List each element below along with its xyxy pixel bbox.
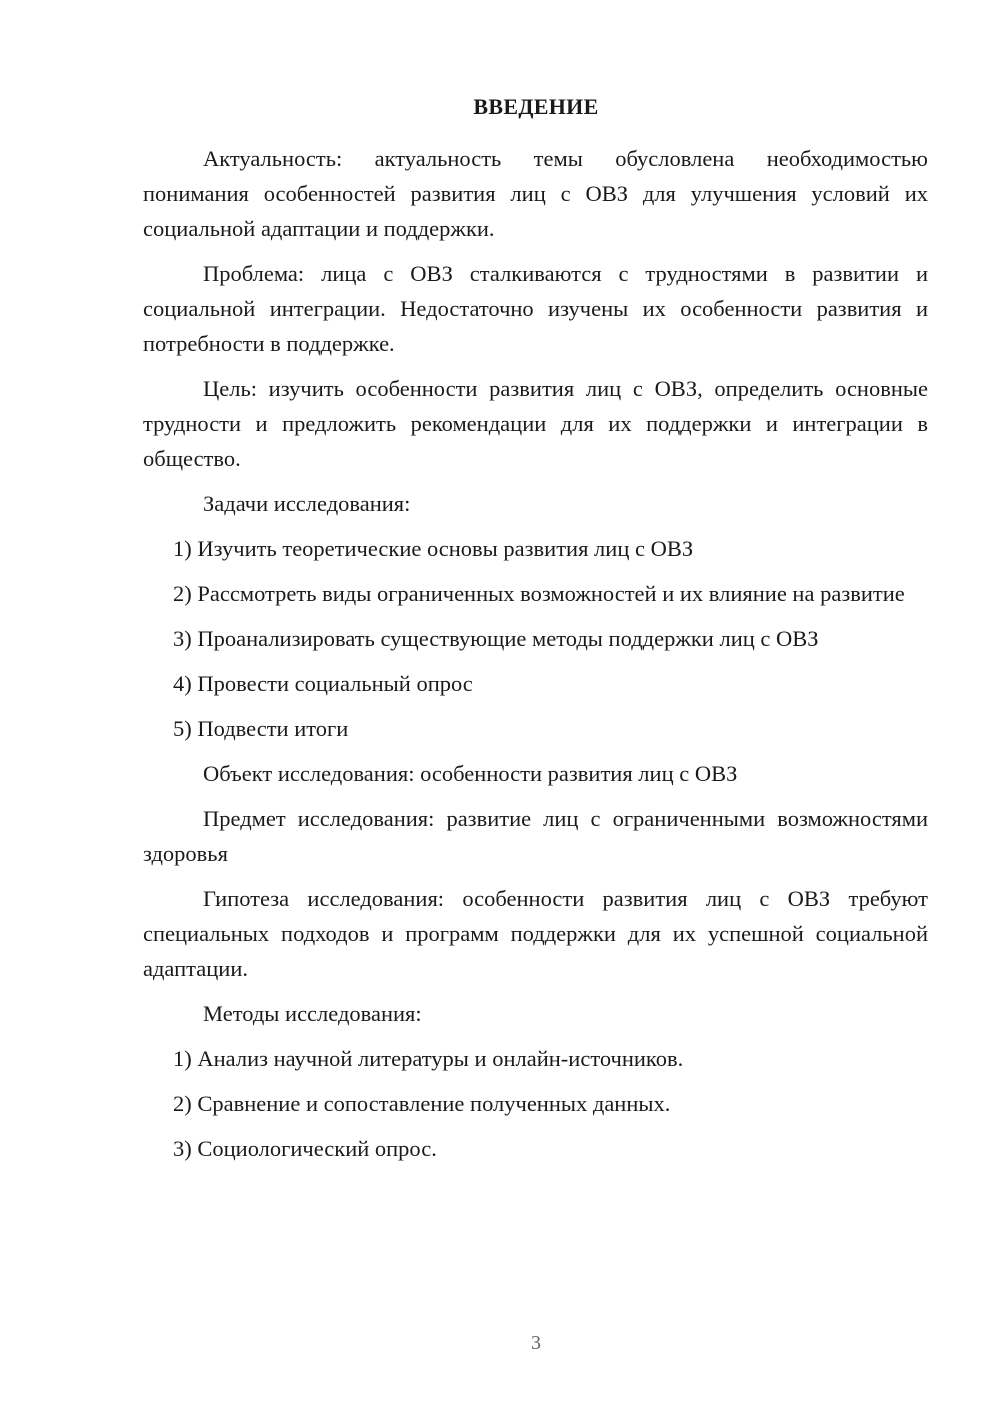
object-paragraph: Объект исследования: особенности развития лиц с ОВЗ [203,761,738,786]
section-title: ВВЕДЕНИЕ [473,94,599,119]
problem-paragraph: Проблема: лица с ОВЗ сталкиваются с трудностями в развитии и социальной интеграции. Недостаточно изучены их особенности развития и потребности в поддержке. [143,261,928,356]
page-number: 3 [531,1332,541,1354]
task-item-2: 2) Рассмотреть виды ограниченных возможностей и их влияние на развитие [173,581,905,606]
task-item-1: 1) Изучить теоретические основы развития лиц с ОВЗ [173,536,694,561]
relevance-paragraph: Актуальность: актуальность темы обусловлена необходимостью понимания особенностей развития лиц с ОВЗ для улучшения условий их социальной адаптации и поддержки. [143,146,928,241]
tasks-heading: Задачи исследования: [203,491,411,516]
subject-paragraph: Предмет исследования: развитие лиц с ограниченными возможностями здоровья [143,806,928,866]
task-item-5: 5) Подвести итоги [173,716,349,741]
method-item-1: 1) Анализ научной литературы и онлайн-источников. [173,1046,684,1071]
introduction-body [143,141,928,1176]
task-item-4: 4) Провести социальный опрос [173,671,473,696]
hypothesis-paragraph: Гипотеза исследования: особенности развития лиц с ОВЗ требуют специальных подходов и программ поддержки для их успешной социальной адаптации. [143,886,928,981]
method-item-2: 2) Сравнение и сопоставление полученных данных. [173,1091,671,1116]
goal-paragraph: Цель: изучить особенности развития лиц с ОВЗ, определить основные трудности и предложить рекомендации для их поддержки и интеграции в общество. [143,376,928,471]
methods-heading: Методы исследования: [203,1001,422,1026]
task-item-3: 3) Проанализировать существующие методы поддержки лиц с ОВЗ [173,626,819,651]
method-item-3: 3) Социологический опрос. [173,1136,437,1161]
